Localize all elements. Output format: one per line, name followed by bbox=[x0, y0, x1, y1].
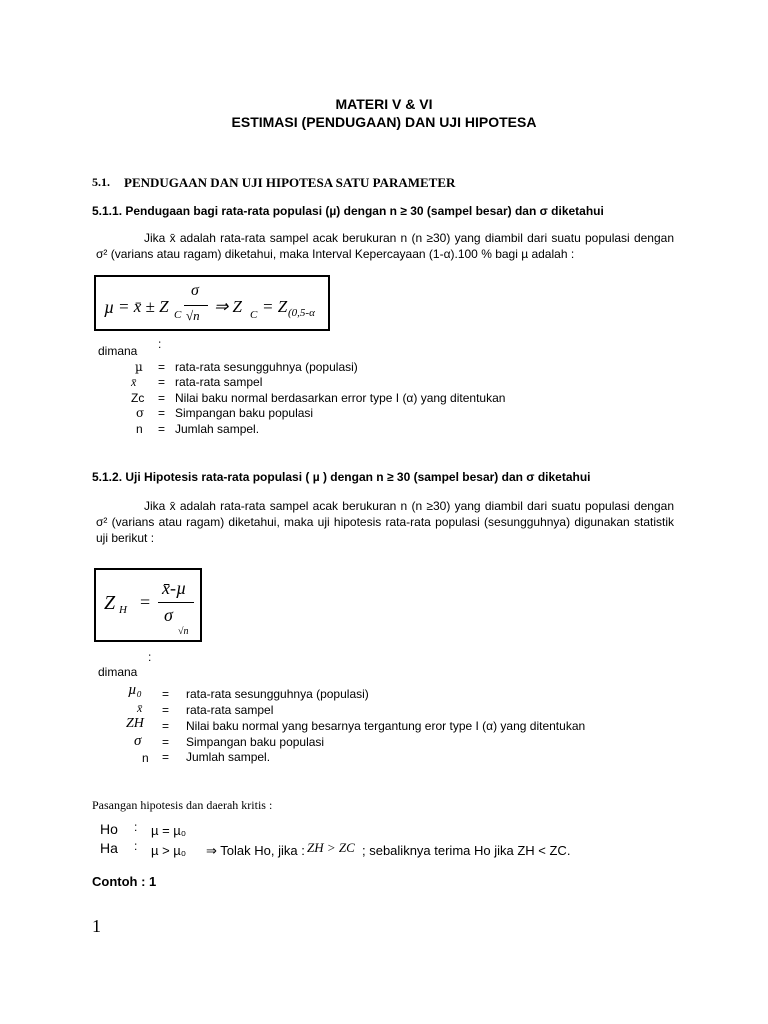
page-number: 1 bbox=[92, 916, 101, 936]
def8-text: Nilai baku normal yang besarnya tergantung eror type I (α) yang ditentukan bbox=[186, 719, 586, 733]
colon-2: : bbox=[148, 650, 152, 664]
def3-sym-zc: Zc bbox=[131, 391, 145, 405]
ha-rule-suffix: ; sebaliknya terima Ho jika ZH < ZC. bbox=[362, 843, 571, 858]
formula-eq1: = x̄ ± Z bbox=[118, 297, 169, 316]
def6-eq: = bbox=[162, 687, 170, 701]
formula-sigma: σ bbox=[191, 282, 199, 299]
ha-rule-math: ZH > ZC bbox=[307, 840, 355, 855]
formula-sub-z: (0,5-α bbox=[288, 307, 315, 319]
ho-label: Ho bbox=[100, 821, 118, 837]
subsection-1-heading: 5.1.1. Pendugaan bagi rata-rata populasi (µ) dengan n ≥ 30 (sampel besar) dan σ diketahui bbox=[92, 204, 604, 218]
def7-eq: = bbox=[162, 703, 170, 717]
def9-text: Simpangan baku populasi bbox=[186, 735, 325, 749]
def7-sym-xbar: x̄ bbox=[137, 701, 143, 715]
def10-text: Jumlah sampel. bbox=[186, 750, 271, 764]
def9-sym-sigma: σ bbox=[134, 733, 142, 749]
def4-eq: = bbox=[158, 406, 166, 420]
def4-sym-sigma: σ bbox=[136, 406, 145, 420]
ho-expression: µ = µ₀ bbox=[151, 823, 187, 838]
subsection-2-paragraph: Jika x̄ adalah rata-rata sampel acak berukuran n (n ≥30) yang diambil dari suatu populasi dengan σ² (varians atau ragam) diketahui, maka uji hipotesis rata-rata populasi (sesungguhnya) digunakan statistik uji berikut : bbox=[96, 499, 674, 545]
ho-colon: : bbox=[134, 820, 138, 834]
formula-sub-c2: C bbox=[250, 309, 258, 321]
formula-eq2: = Z bbox=[262, 297, 288, 316]
formula-sub-c: C bbox=[174, 309, 182, 321]
colon-1: : bbox=[158, 337, 162, 351]
def1-eq: = bbox=[158, 360, 166, 374]
formula-fraction-bar-2 bbox=[158, 602, 194, 603]
def7-text: rata-rata sampel bbox=[186, 703, 274, 717]
dimana-2: dimana bbox=[98, 665, 138, 679]
hypothesis-label: Pasangan hipotesis dan daerah kritis : bbox=[92, 798, 273, 812]
formula-sqrt-n: √n bbox=[186, 308, 200, 323]
formula-zh: Z bbox=[104, 592, 116, 614]
def2-text: rata-rata sampel bbox=[175, 375, 263, 389]
def2-eq: = bbox=[158, 375, 166, 389]
formula-denominator: σ bbox=[164, 605, 173, 625]
def2-sym-xbar: x̄ bbox=[131, 375, 137, 389]
def1-sym-mu: µ bbox=[135, 360, 143, 374]
subsection-2-heading: 5.1.2. Uji Hipotesis rata-rata populasi ( µ ) dengan n ≥ 30 (sampel besar) dan σ diketahui bbox=[92, 470, 591, 484]
def8-sym-zh: ZH bbox=[126, 716, 144, 731]
formula-sub-h: H bbox=[119, 604, 127, 616]
def5-text: Jumlah sampel. bbox=[175, 422, 260, 436]
formula-fraction-bar bbox=[184, 305, 208, 306]
formula-equals: = bbox=[140, 592, 151, 612]
section-title: PENDUGAAN DAN UJI HIPOTESA SATU PARAMETER bbox=[124, 175, 456, 190]
def6-sym-mu0: µ₀ bbox=[128, 682, 142, 698]
formula-denominator-sqrt: √n bbox=[178, 626, 189, 637]
def1-text: rata-rata sesungguhnya (populasi) bbox=[175, 360, 358, 374]
section-number: 5.1. bbox=[92, 175, 110, 189]
def3-eq: = bbox=[158, 391, 166, 405]
confidence-interval-formula bbox=[94, 275, 330, 331]
def10-eq: = bbox=[162, 750, 170, 764]
def6-text: rata-rata sesungguhnya (populasi) bbox=[186, 687, 369, 701]
def9-eq: = bbox=[162, 735, 170, 749]
ha-colon: : bbox=[134, 839, 138, 853]
ha-label: Ha bbox=[100, 840, 118, 856]
dimana-1: dimana bbox=[98, 344, 138, 358]
title-line-2: ESTIMASI (PENDUGAAN) DAN UJI HIPOTESA bbox=[231, 114, 537, 130]
def10-sym-n: n bbox=[142, 751, 149, 765]
title-line-1: MATERI V & VI bbox=[335, 96, 433, 112]
formula-arrow: ⇒ Z bbox=[214, 297, 242, 316]
example-heading: Contoh : 1 bbox=[92, 874, 157, 889]
def3-text: Nilai baku normal berdasarkan error type I (α) yang ditentukan bbox=[175, 391, 506, 405]
ha-expression: µ > µ₀ bbox=[151, 843, 187, 858]
formula-numerator: x̄-µ bbox=[162, 578, 187, 598]
subsection-1-paragraph: Jika x̄ adalah rata-rata sampel acak berukuran n (n ≥30) yang diambil dari suatu populasi dengan σ² (varians atau ragam) diketahui, maka Interval Kepercayaan (1-α).100 % bagi µ adalah : bbox=[96, 231, 674, 261]
def5-sym-n: n bbox=[136, 422, 143, 436]
ha-rule-prefix: ⇒ Tolak Ho, jika : bbox=[206, 843, 305, 858]
def5-eq: = bbox=[158, 422, 166, 436]
formula-mu: µ bbox=[104, 297, 115, 317]
test-statistic-formula bbox=[94, 568, 202, 642]
def4-text: Simpangan baku populasi bbox=[175, 406, 314, 420]
def8-eq: = bbox=[162, 719, 170, 733]
